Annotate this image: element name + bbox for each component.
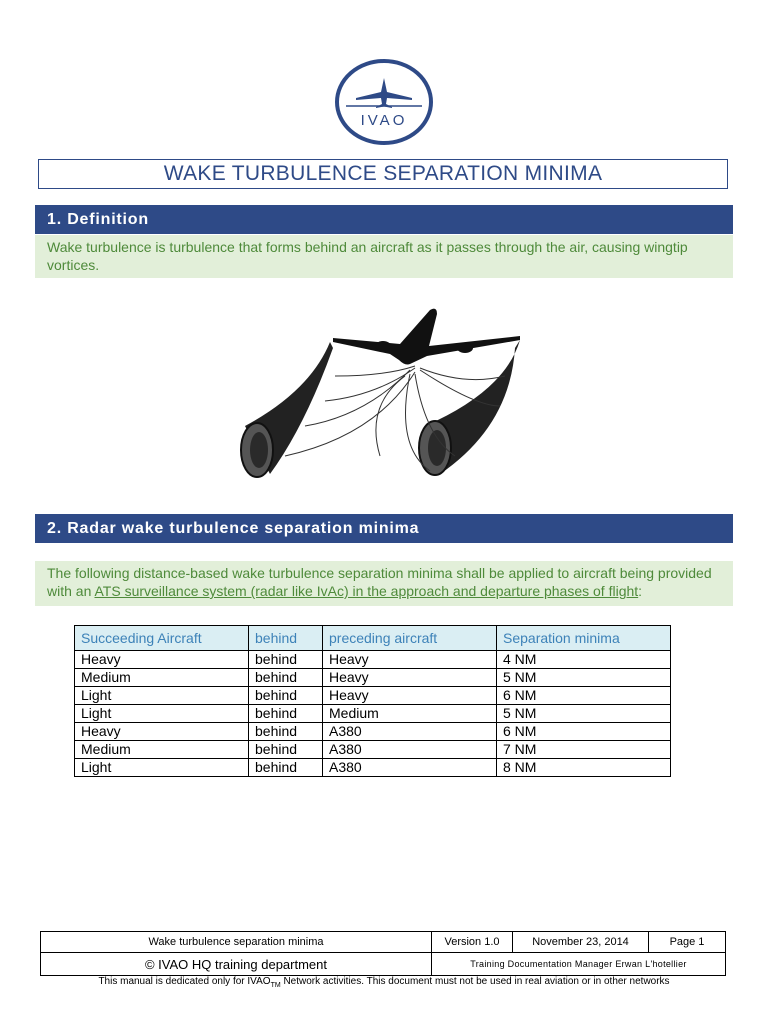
footer-row [41, 932, 726, 953]
definition-text: Wake turbulence is turbulence that forms behind an aircraft as it passes through the air, causing wingtip vortices. [35, 235, 733, 278]
cell-behind: behind [249, 723, 323, 741]
table-row [75, 651, 671, 669]
document-title: WAKE TURBULENCE SEPARATION MINIMA [38, 159, 728, 189]
logo-text: IVAO [360, 112, 408, 129]
page-footer [40, 931, 726, 976]
table-row [75, 705, 671, 723]
footer-page: Page 1 [649, 932, 726, 953]
cell-preceding: Heavy [323, 669, 497, 687]
cell-behind: behind [249, 759, 323, 777]
header-behind: behind [249, 626, 323, 651]
cell-succeeding: Heavy [75, 651, 249, 669]
cell-minima: 4 NM [497, 651, 671, 669]
wake-vortex-illustration [215, 296, 555, 488]
cell-minima: 6 NM [497, 723, 671, 741]
header-succeeding-aircraft: Succeeding Aircraft [75, 626, 249, 651]
trademark-mark: TM [270, 982, 281, 989]
cell-succeeding: Heavy [75, 723, 249, 741]
footer-disclaimer [0, 976, 768, 989]
cell-minima: 5 NM [497, 705, 671, 723]
footer-row [41, 953, 726, 976]
copyright-text: IVAO HQ training department [158, 956, 328, 972]
footer-copyright: © IVAO HQ training department [41, 953, 432, 976]
cell-preceding: A380 [323, 741, 497, 759]
disclaimer-start: This manual is dedicated only for IVAO [98, 976, 271, 987]
cell-behind: behind [249, 669, 323, 687]
cell-succeeding: Light [75, 705, 249, 723]
ivao-logo [334, 58, 434, 146]
cell-behind: behind [249, 687, 323, 705]
cell-succeeding: Light [75, 759, 249, 777]
table-header-row [75, 626, 671, 651]
header-preceding-aircraft: preceding aircraft [323, 626, 497, 651]
cell-succeeding: Medium [75, 741, 249, 759]
cell-preceding: Heavy [323, 687, 497, 705]
cell-minima: 7 NM [497, 741, 671, 759]
intro-text-end: : [638, 583, 643, 599]
footer-doc-title: Wake turbulence separation minima [41, 932, 432, 953]
section-heading-radar-separation: 2. Radar wake turbulence separation minima [35, 514, 733, 543]
footer-date: November 23, 2014 [513, 932, 649, 953]
cell-succeeding: Medium [75, 669, 249, 687]
cell-minima: 6 NM [497, 687, 671, 705]
separation-minima-table [74, 625, 671, 777]
section-heading-definition: 1. Definition [35, 205, 733, 234]
separation-intro-text [35, 561, 733, 606]
table-row [75, 759, 671, 777]
cell-preceding: Heavy [323, 651, 497, 669]
cell-behind: behind [249, 651, 323, 669]
cell-preceding: A380 [323, 759, 497, 777]
cell-succeeding: Light [75, 687, 249, 705]
cell-minima: 5 NM [497, 669, 671, 687]
table-row [75, 741, 671, 759]
cell-minima: 8 NM [497, 759, 671, 777]
cell-behind: behind [249, 741, 323, 759]
table-row [75, 669, 671, 687]
disclaimer-end: Network activities. This document must not be used in real aviation or in other networks [280, 976, 670, 987]
table-row [75, 687, 671, 705]
footer-manager: Training Documentation Manager Erwan L'hotellier [432, 953, 726, 976]
table-row [75, 723, 671, 741]
footer-version: Version 1.0 [432, 932, 513, 953]
intro-text: The following distance-based wake turbulence separation minima shall be applied to aircraft being provided with an [47, 565, 712, 599]
cell-preceding: Medium [323, 705, 497, 723]
cell-preceding: A380 [323, 723, 497, 741]
cell-behind: behind [249, 705, 323, 723]
header-separation-minima: Separation minima [497, 626, 671, 651]
ats-surveillance-link[interactable]: ATS surveillance system (radar like IvAc) in the approach and departure phases of flight [94, 583, 639, 599]
